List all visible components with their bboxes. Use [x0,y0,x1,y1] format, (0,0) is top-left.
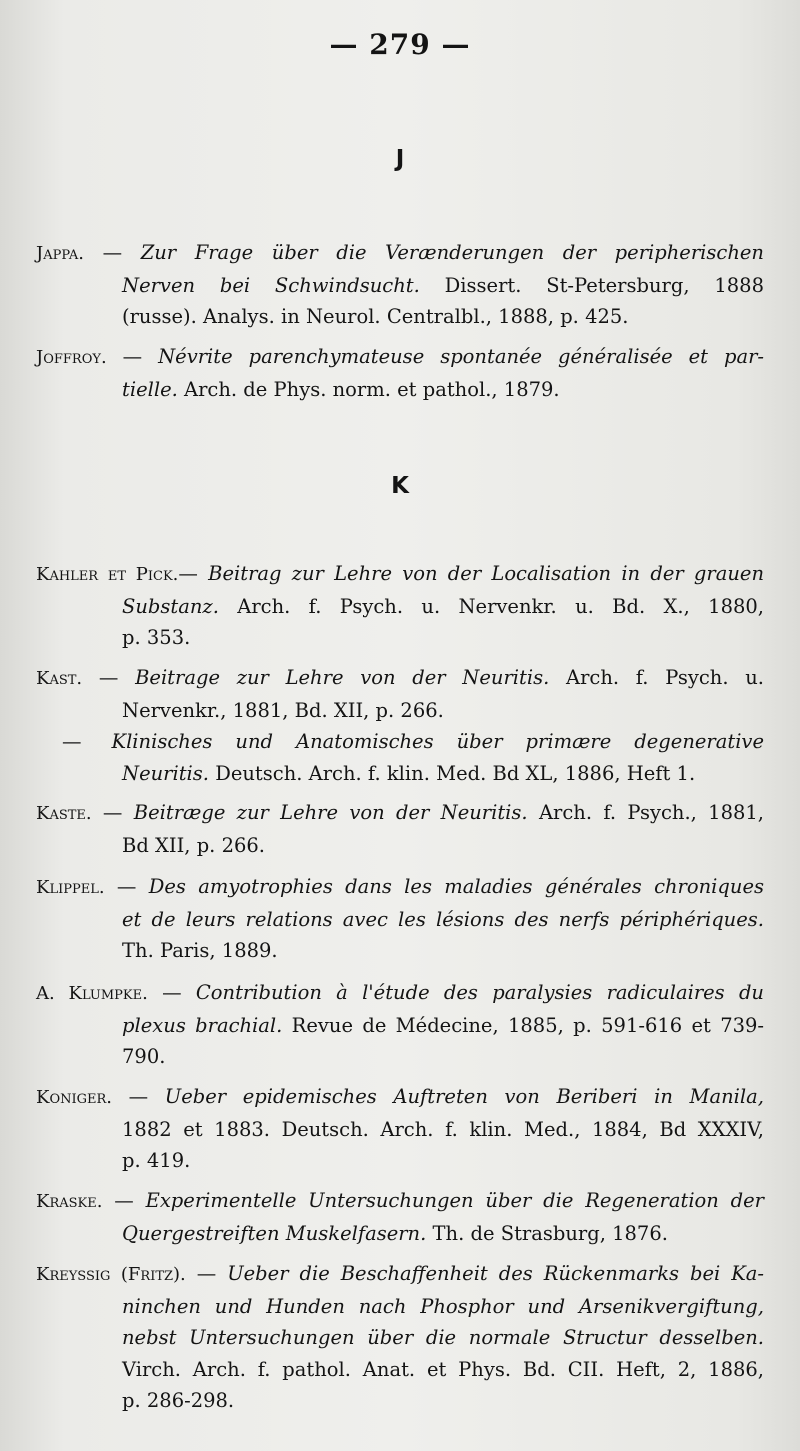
section-heading-j: J [395,146,405,172]
entry-citation: p. 419. [122,1149,191,1172]
entry-title: nebst Untersuchungen über die normale Structur desselben. [122,1326,764,1349]
entry-title: Klinisches und Anatomisches über primære degenerative [111,730,764,753]
entry-line [36,695,764,727]
entry-citation: p. 286-298. [122,1389,235,1412]
entry-dash: — [91,801,134,824]
bibliography-entry-joffroy [36,341,764,405]
entry-citation: Arch. de Phys. norm. et pathol., 1879. [177,377,560,401]
entry-dash: — [102,1189,146,1212]
entry-title: Des amyotrophies dans les maladies générales chroniques [148,875,764,898]
entry-title: Neuritis. [122,761,209,785]
entry-title: Zur Frage über die Verænderungen der peripherischen [140,241,764,264]
entry-line [36,1041,764,1073]
entry-title: Substanz. [122,594,219,618]
entry-line [36,871,764,904]
entry-citation: Revue de Médecine, 1885, p. 591-616 et 739- [282,1013,764,1037]
entry-citation: 1882 et 1883. Deutsch. Arch. f. klin. Med., 1884, Bd XXXIV, [122,1117,764,1141]
entry-dash: — [112,1085,165,1108]
entry-line [36,1291,764,1323]
entry-line [36,270,764,302]
entry-title: Quergestreiften Muskelfasern. [122,1221,427,1245]
entry-line [36,591,764,623]
entry-dash: — [147,981,196,1004]
entry-line [36,797,764,830]
entry-title: Beitrage zur Lehre von der Neuritis. [135,666,550,689]
entry-dash: — [185,1262,228,1285]
bibliography-entry-kahler-pick [36,558,764,654]
ditto-dash: — [62,730,82,753]
entry-title: ninchen und Hunden nach Phosphor und Arsenikvergiftung, [122,1294,764,1318]
entry-citation: Nervenkr., 1881, Bd. XII, p. 266. [122,698,444,722]
entry-citation: Arch. f. Psych. u. Nervenkr. u. Bd. X., 1880, [218,594,764,618]
entry-line [36,977,764,1010]
bibliography-entry-kast [36,662,764,726]
entry-title: Contribution à l'étude des paralysies radiculaires du [195,981,764,1004]
entry-dash: — [104,875,149,898]
entry-citation: Th. Paris, 1889. [122,939,278,962]
entry-line [36,1185,764,1218]
entry-citation: (russe). Analys. in Neurol. Centralbl., 1888, p. 425. [122,305,629,328]
entry-author: Kraske. [36,1191,103,1212]
entry-title: tielle. [122,377,178,401]
entry-dash: — [82,666,136,689]
entry-line [36,1010,764,1042]
entry-line [36,1114,764,1146]
bibliography-entry-klumpke [36,977,764,1073]
entry-line [36,237,764,270]
entry-author: Kaste. [36,803,92,824]
bibliography-entry-kaste [36,797,764,861]
entry-title: Névrite parenchymateuse spontanée généralisée et par- [158,345,764,368]
entry-author: Klippel. [36,877,105,898]
bibliography-entry-kreyssig [36,1258,764,1417]
entry-author: Joffroy. [36,347,107,368]
bibliography-entry-kast-2 [36,726,764,789]
entry-dash: — [178,562,209,585]
entry-author: Kast. [36,668,83,689]
entry-title: Nerven bei Schwindsucht. [122,273,420,297]
entry-author: Kreyssig (Fritz). [36,1264,186,1285]
entry-line [36,341,764,374]
page-number: — 279 — [329,28,471,61]
entry-citation: Deutsch. Arch. f. klin. Med. Bd XL, 1886, Heft 1. [209,761,696,785]
entry-line [36,1385,764,1417]
entry-citation: Dissert. St-Petersburg, 1888 [419,273,764,297]
entry-line [36,904,764,936]
entry-line [36,935,764,967]
entry-citation: Virch. Arch. f. pathol. Anat. et Phys. Bd. CII. Heft, 2, 1886, [122,1357,764,1381]
bibliography-entry-jappa [36,237,764,333]
entry-citation: p. 353. [122,626,191,649]
entry-line [36,726,764,758]
entry-citation: Bd XII, p. 266. [122,833,265,857]
entry-line [36,1354,764,1386]
entry-title: et de leurs relations avec les lésions des nerfs périphériques. [122,907,764,931]
entry-author: A. Klumpke. [36,983,148,1004]
entry-dash: — [106,345,159,368]
entry-author: Koniger. [36,1087,112,1108]
bibliography-entry-kraske [36,1185,764,1249]
entry-title: Experimentelle Untersuchungen über die Regeneration der [145,1189,765,1212]
entry-title: Beitrag zur Lehre von der Localisation in der grauen [208,562,764,585]
entry-line [36,830,764,862]
bibliography-entry-klippel [36,871,764,967]
entry-line [36,301,764,333]
entry-line [36,1218,764,1250]
entry-line [36,374,764,406]
entry-title: Ueber epidemisches Auftreten von Beriberi in Manila, [164,1085,764,1108]
entry-citation: Th. de Strasburg, 1876. [426,1221,668,1245]
entry-title: plexus brachial. [122,1013,283,1037]
entry-dash: — [84,241,141,264]
entry-citation: Arch. f. Psych. u. [549,666,764,689]
entry-line [36,758,764,790]
entry-line [36,1258,764,1291]
entry-author: Kahler et Pick. [36,564,179,585]
entry-author: Jappa. [36,243,85,264]
entry-line [36,558,764,591]
entry-line [36,662,764,695]
entry-citation: Arch. f. Psych., 1881, [527,801,764,824]
entry-title: Beitræge zur Lehre von der Neuritis. [133,801,528,824]
entry-title: Ueber die Beschaffenheit des Rückenmarks bei Ka- [227,1262,765,1285]
entry-line [36,1081,764,1114]
entry-citation: 790. [122,1045,166,1068]
entry-line [36,622,764,654]
entry-line [36,1322,764,1354]
entry-line [36,1145,764,1177]
section-heading-k: K [391,473,409,499]
bibliography-entry-koniger [36,1081,764,1177]
